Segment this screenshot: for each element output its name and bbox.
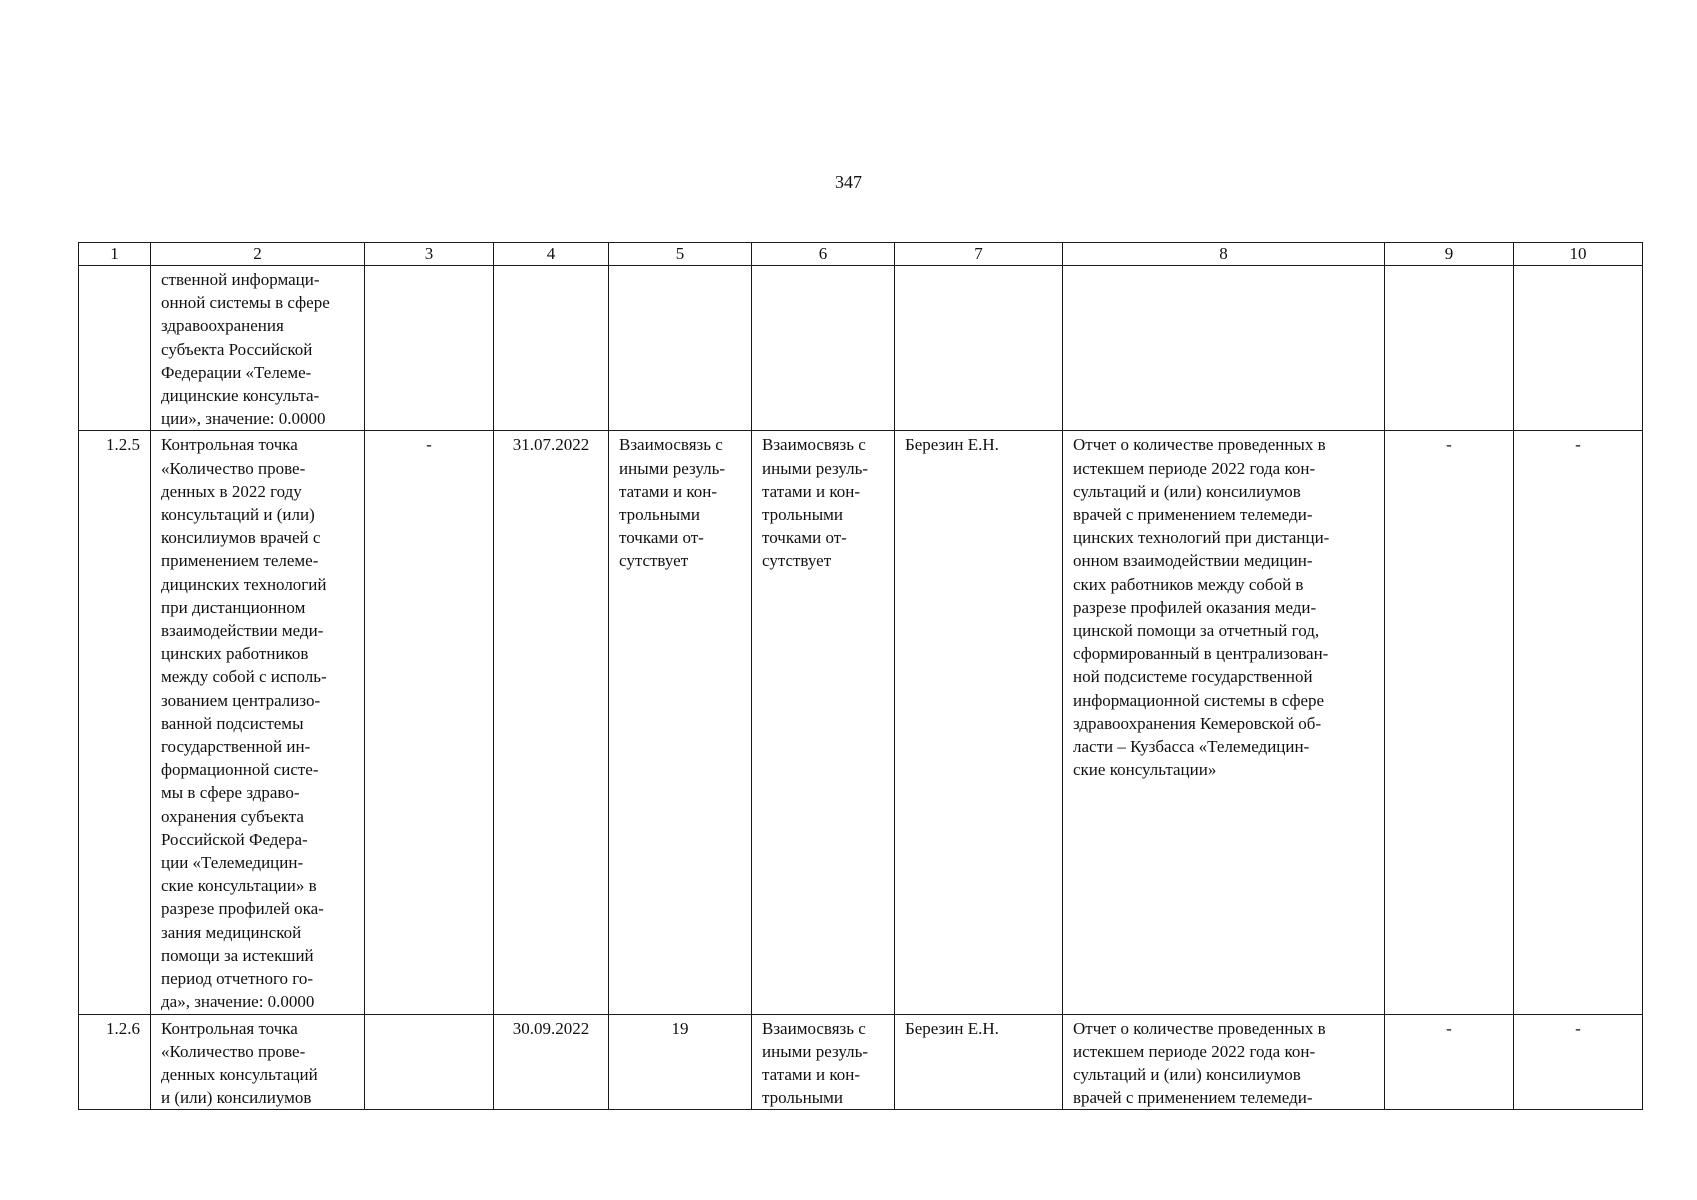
cell-previous xyxy=(365,1014,494,1110)
cell-name: Контрольная точка «Количество прове- денных в 2022 году консультаций и (или) консилиумов врачей с применением телеме- дицинских технологий при дистанционном взаимодействии меди- цинских работников между собой с исполь- зованием централизо- ванной подсистемы государственной ин- формационной систе- мы в сфере здраво- охранения субъекта Российской Федера- ции «Телемедицин- ские консультации» в разрезе профилей ока- зания медицинской помощи за истекший период отчетного го- да», значение: 0.0000 xyxy=(151,431,365,1014)
header-col-5: 5 xyxy=(609,243,752,266)
cell-col-9: - xyxy=(1385,431,1514,1014)
header-col-2: 2 xyxy=(151,243,365,266)
cell-col-10: - xyxy=(1514,431,1643,1014)
cell-links-next: Взаимосвязь с иными резуль- татами и кон- трольными xyxy=(752,1014,895,1110)
header-col-1: 1 xyxy=(79,243,151,266)
cell-previous xyxy=(365,266,494,431)
cell-result xyxy=(1063,266,1385,431)
header-col-8: 8 xyxy=(1063,243,1385,266)
cell-previous: - xyxy=(365,431,494,1014)
cell-links-prev: 19 xyxy=(609,1014,752,1110)
cell-number: 1.2.6 xyxy=(79,1014,151,1110)
page-number: 347 xyxy=(835,172,862,192)
table-row-1-2-5 xyxy=(79,431,1643,1014)
cell-result: Отчет о количестве проведенных в истекшем периоде 2022 года кон- сультаций и (или) консилиумов врачей с применением телемеди- xyxy=(1063,1014,1385,1110)
header-col-7: 7 xyxy=(895,243,1063,266)
cell-col-9: - xyxy=(1385,1014,1514,1110)
cell-date: 30.09.2022 xyxy=(494,1014,609,1110)
cell-col-10 xyxy=(1514,266,1643,431)
table-row-continuation xyxy=(79,266,1643,431)
header-col-6: 6 xyxy=(752,243,895,266)
cell-responsible xyxy=(895,266,1063,431)
table-header xyxy=(79,243,1643,266)
header-col-4: 4 xyxy=(494,243,609,266)
cell-number: 1.2.5 xyxy=(79,431,151,1014)
header-col-9: 9 xyxy=(1385,243,1514,266)
cell-links-prev: Взаимосвязь с иными резуль- татами и кон- трольными точками от- сутствует xyxy=(609,431,752,1014)
cell-number xyxy=(79,266,151,431)
table-row-1-2-6 xyxy=(79,1014,1643,1110)
cell-links-prev xyxy=(609,266,752,431)
cell-name: Контрольная точка «Количество прове- денных консультаций и (или) консилиумов xyxy=(151,1014,365,1110)
cell-links-next xyxy=(752,266,895,431)
cell-links-next: Взаимосвязь с иными резуль- татами и кон- трольными точками от- сутствует xyxy=(752,431,895,1014)
control-points-table xyxy=(78,242,1643,1110)
cell-name: ственной информаци- онной системы в сфере здравоохранения субъекта Российской Федерации «Телеме- дицинские консульта- ции», значение: 0.0000 xyxy=(151,266,365,431)
cell-date: 31.07.2022 xyxy=(494,431,609,1014)
cell-col-10: - xyxy=(1514,1014,1643,1110)
cell-responsible: Березин Е.Н. xyxy=(895,431,1063,1014)
cell-col-9 xyxy=(1385,266,1514,431)
cell-date xyxy=(494,266,609,431)
header-col-3: 3 xyxy=(365,243,494,266)
header-col-10: 10 xyxy=(1514,243,1643,266)
cell-result: Отчет о количестве проведенных в истекшем периоде 2022 года кон- сультаций и (или) консилиумов врачей с применением телемеди- цинских технологий при дистанци- онном взаимодействии медицин- ских работников между собой в разрезе профилей оказания меди- цинской помощи за отчетный год, сформированный в централизован- ной подсистеме государственной информационной системы в сфере здравоохранения Кемеровской об- ласти – Кузбасса «Телемедицин- ские консультации» xyxy=(1063,431,1385,1014)
cell-responsible: Березин Е.Н. xyxy=(895,1014,1063,1110)
header-row xyxy=(79,243,1643,266)
